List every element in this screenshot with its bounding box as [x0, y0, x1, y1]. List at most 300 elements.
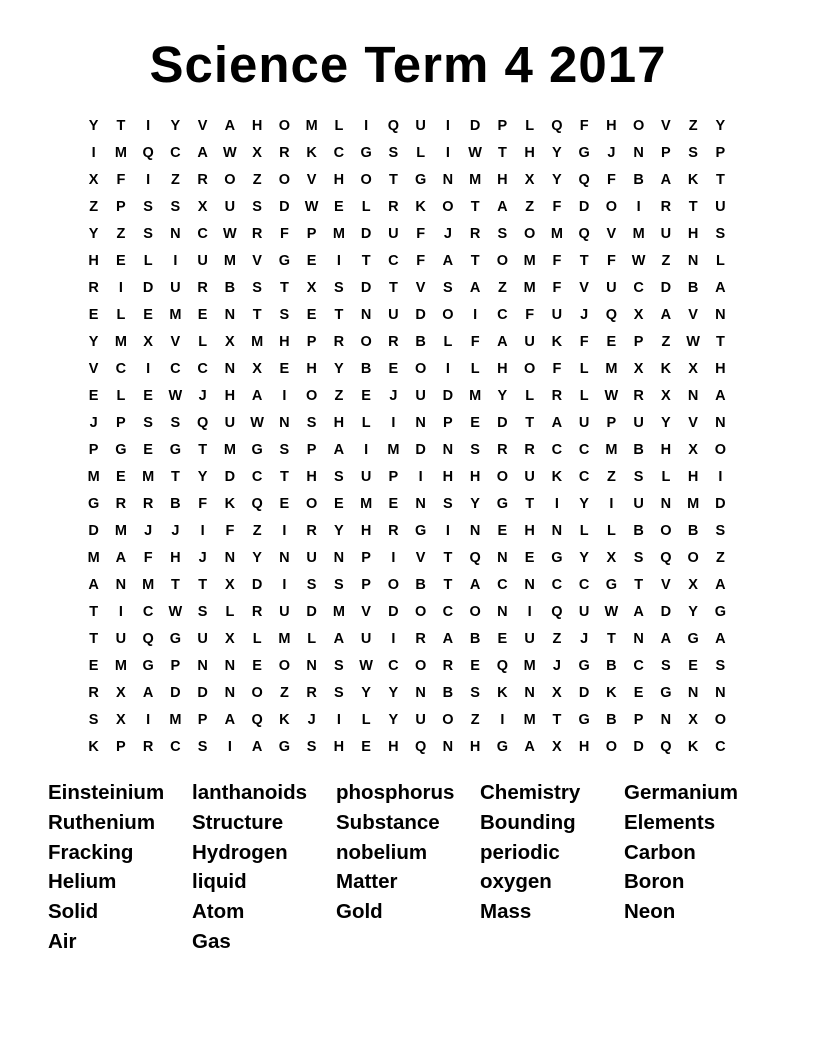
grid-letter: L	[416, 144, 426, 161]
grid-letter: G	[578, 657, 590, 674]
grid-letter: G	[605, 576, 618, 593]
grid-letter: G	[251, 441, 263, 458]
grid-letter: S	[170, 414, 181, 431]
grid-letter: U	[660, 225, 672, 242]
grid-letter: E	[88, 306, 99, 323]
grid-letter: M	[169, 306, 182, 323]
word-list-item: Fracking	[48, 840, 134, 864]
grid-letter: H	[333, 171, 345, 188]
grid-letter: S	[470, 441, 480, 458]
grid-letter: M	[332, 603, 345, 620]
grid-letter: E	[688, 657, 698, 674]
grid-letter: S	[334, 468, 344, 485]
grid-letter: H	[469, 468, 481, 485]
grid-letter: C	[142, 603, 154, 620]
grid-letter: L	[307, 630, 317, 647]
grid-letter: L	[116, 306, 126, 323]
grid-letter: R	[524, 441, 535, 458]
grid-letter: A	[88, 576, 99, 593]
grid-letter: T	[634, 576, 644, 593]
grid-letter: T	[552, 711, 562, 728]
grid-letter: V	[197, 117, 208, 134]
grid-letter: P	[633, 333, 644, 350]
grid-letter: I	[91, 144, 96, 161]
grid-letter: N	[415, 495, 426, 512]
grid-letter: K	[687, 171, 699, 188]
grid-letter: X	[116, 711, 126, 728]
grid-letter: C	[197, 360, 208, 377]
grid-letter: J	[198, 549, 207, 566]
grid-letter: X	[661, 387, 671, 404]
grid-letter: B	[687, 279, 699, 296]
grid-letter: B	[170, 495, 181, 512]
grid-letter: N	[469, 522, 481, 539]
grid-letter: A	[715, 630, 726, 647]
grid-letter: M	[87, 468, 100, 485]
grid-letter: H	[333, 738, 345, 755]
grid-letter: T	[470, 252, 480, 269]
grid-letter: S	[715, 225, 726, 242]
grid-letter: T	[470, 198, 480, 215]
grid-letter: N	[170, 225, 181, 242]
grid-letter: U	[388, 306, 399, 323]
grid-letter: Y	[579, 549, 589, 566]
grid-letter: N	[442, 171, 454, 188]
grid-letter: F	[552, 252, 562, 269]
grid-letter: H	[251, 117, 263, 134]
grid-letter: W	[304, 198, 319, 215]
grid-letter: V	[606, 225, 617, 242]
grid-letter: L	[116, 387, 126, 404]
grid-letter: H	[687, 225, 699, 242]
grid-letter: B	[606, 711, 617, 728]
grid-letter: T	[116, 117, 126, 134]
grid-letter: Z	[334, 387, 344, 404]
grid-letter: S	[497, 225, 508, 242]
grid-letter: B	[469, 630, 481, 647]
grid-letter: X	[252, 360, 262, 377]
grid-letter: R	[660, 198, 672, 215]
grid-letter: O	[442, 198, 454, 215]
grid-letter: N	[415, 414, 426, 431]
grid-letter: P	[116, 198, 126, 215]
grid-letter: G	[714, 603, 727, 620]
grid-letter: Z	[661, 333, 671, 350]
grid-letter: C	[442, 603, 454, 620]
grid-letter: L	[661, 468, 671, 485]
grid-letter: E	[197, 306, 208, 323]
grid-letter: N	[306, 657, 317, 674]
grid-letter: U	[170, 279, 181, 296]
grid-letter: A	[633, 603, 644, 620]
grid-letter: I	[418, 468, 423, 485]
grid-letter: U	[606, 279, 617, 296]
grid-letter: C	[170, 144, 181, 161]
grid-letter: G	[169, 441, 182, 458]
grid-letter: W	[223, 225, 237, 242]
grid-letter: L	[361, 198, 371, 215]
grid-letter: E	[361, 387, 371, 404]
grid-letter: Z	[688, 117, 698, 134]
grid-letter: X	[143, 333, 153, 350]
grid-letter: C	[578, 468, 590, 485]
grid-letter: U	[633, 414, 644, 431]
grid-letter: D	[578, 198, 590, 215]
grid-letter: I	[554, 495, 559, 512]
grid-letter: N	[224, 684, 236, 701]
grid-letter: Q	[251, 711, 263, 728]
grid-letter: R	[306, 522, 317, 539]
grid-letter: R	[251, 225, 263, 242]
grid-letter: N	[660, 495, 672, 512]
grid-letter: D	[497, 414, 508, 431]
grid-letter: M	[114, 657, 127, 674]
grid-letter: O	[496, 468, 509, 485]
grid-letter: U	[224, 414, 236, 431]
grid-letter: T	[334, 306, 344, 323]
grid-letter: Z	[116, 225, 126, 242]
grid-letter: P	[361, 576, 371, 593]
grid-letter: S	[252, 198, 262, 215]
grid-letter: X	[197, 198, 208, 215]
grid-letter: K	[279, 711, 290, 728]
word-list-item: periodic	[480, 840, 560, 864]
grid-letter: H	[224, 387, 236, 404]
grid-letter: U	[551, 306, 563, 323]
grid-letter: P	[497, 117, 508, 134]
grid-letter: P	[361, 549, 371, 566]
grid-letter: A	[497, 333, 508, 350]
grid-letter: I	[527, 603, 532, 620]
grid-letter: F	[116, 171, 126, 188]
grid-letter: Y	[388, 684, 399, 701]
grid-letter: I	[718, 468, 723, 485]
grid-letter: Z	[170, 171, 180, 188]
grid-letter: M	[523, 252, 536, 269]
grid-letter: N	[524, 576, 535, 593]
grid-letter: Y	[388, 711, 399, 728]
grid-letter: P	[170, 657, 181, 674]
grid-letter: F	[279, 225, 289, 242]
grid-letter: Y	[470, 495, 480, 512]
grid-letter: Y	[334, 360, 344, 377]
grid-letter: T	[279, 279, 289, 296]
grid-letter: E	[88, 387, 99, 404]
grid-letter: D	[251, 576, 263, 593]
grid-letter: E	[361, 738, 371, 755]
grid-letter: G	[687, 630, 699, 647]
grid-letter: H	[524, 522, 535, 539]
grid-letter: F	[552, 360, 562, 377]
grid-letter: H	[306, 360, 317, 377]
grid-letter: B	[224, 279, 236, 296]
grid-letter: E	[388, 360, 399, 377]
grid-letter: H	[388, 738, 399, 755]
grid-letter: C	[170, 360, 181, 377]
grid-letter: N	[279, 549, 290, 566]
grid-letter: I	[173, 252, 178, 269]
grid-letter: F	[579, 333, 589, 350]
grid-letter: U	[715, 198, 726, 215]
grid-letter: Q	[469, 549, 481, 566]
grid-letter: S	[197, 738, 208, 755]
grid-letter: R	[497, 441, 508, 458]
grid-letter: F	[198, 495, 208, 512]
grid-letter: N	[687, 387, 699, 404]
grid-letter: S	[143, 414, 153, 431]
grid-letter: M	[114, 144, 127, 161]
grid-letter: I	[445, 117, 450, 134]
grid-letter: N	[442, 441, 454, 458]
word-list-item: Structure	[192, 810, 284, 834]
grid-letter: T	[443, 549, 453, 566]
grid-letter: Y	[688, 603, 698, 620]
grid-letter: T	[525, 495, 535, 512]
grid-letter: A	[551, 414, 563, 431]
grid-letter: V	[415, 549, 426, 566]
grid-letter: C	[388, 252, 399, 269]
grid-letter: C	[251, 468, 263, 485]
grid-letter: R	[279, 144, 290, 161]
grid-letter: Q	[196, 414, 209, 431]
grid-letter: Q	[660, 738, 672, 755]
grid-letter: L	[715, 252, 725, 269]
grid-letter: H	[524, 144, 535, 161]
grid-letter: A	[442, 630, 454, 647]
grid-letter: A	[115, 549, 127, 566]
word-list-item: Hydrogen	[192, 840, 288, 864]
grid-letter: V	[88, 360, 99, 377]
grid-letter: S	[633, 549, 644, 566]
grid-letter: N	[715, 684, 726, 701]
grid-letter: O	[360, 333, 372, 350]
grid-letter: G	[142, 657, 154, 674]
grid-letter: D	[660, 279, 672, 296]
grid-letter: R	[388, 333, 399, 350]
grid-letter: B	[606, 657, 617, 674]
grid-letter: U	[524, 333, 535, 350]
grid-letter: Z	[252, 171, 262, 188]
grid-letter: S	[143, 198, 153, 215]
grid-letter: K	[660, 360, 672, 377]
grid-letter: L	[198, 333, 208, 350]
grid-letter: M	[223, 441, 236, 458]
grid-letter: T	[497, 144, 507, 161]
grid-letter: S	[688, 144, 698, 161]
grid-letter: W	[686, 333, 700, 350]
grid-letter: Y	[715, 117, 726, 134]
grid-letter: B	[633, 441, 644, 458]
grid-letter: T	[170, 468, 180, 485]
grid-letter: K	[687, 738, 699, 755]
grid-letter: Z	[470, 711, 480, 728]
grid-letter: H	[170, 549, 181, 566]
grid-letter: U	[360, 630, 372, 647]
grid-letter: C	[197, 225, 208, 242]
grid-letter: V	[661, 576, 671, 593]
grid-letter: Y	[497, 387, 508, 404]
grid-letter: I	[146, 117, 151, 134]
grid-letter: Q	[605, 306, 618, 323]
grid-letter: B	[360, 360, 372, 377]
grid-letter: G	[278, 738, 291, 755]
grid-letter: F	[225, 522, 235, 539]
grid-letter: R	[115, 495, 127, 512]
grid-letter: H	[360, 522, 372, 539]
grid-letter: C	[551, 576, 563, 593]
grid-letter: O	[305, 495, 318, 512]
grid-letter: J	[144, 522, 153, 539]
grid-letter: D	[578, 684, 590, 701]
grid-letter: W	[468, 144, 482, 161]
grid-letter: P	[661, 144, 671, 161]
grid-letter: J	[307, 711, 316, 728]
grid-letter: F	[606, 171, 616, 188]
grid-letter: P	[715, 144, 726, 161]
grid-letter: C	[388, 657, 399, 674]
grid-letter: N	[442, 738, 454, 755]
grid-letter: Z	[252, 522, 262, 539]
grid-letter: R	[388, 522, 399, 539]
grid-letter: Z	[715, 549, 725, 566]
grid-letter: A	[715, 279, 726, 296]
grid-letter: N	[551, 522, 563, 539]
grid-letter: R	[551, 387, 563, 404]
grid-letter: S	[443, 495, 453, 512]
grid-letter: B	[633, 171, 644, 188]
grid-letter: J	[171, 522, 180, 539]
grid-letter: R	[415, 630, 426, 647]
grid-letter: V	[415, 279, 426, 296]
word-list-item: Matter	[336, 870, 398, 894]
grid-letter: W	[168, 387, 183, 404]
grid-letter: H	[606, 117, 617, 134]
grid-letter: I	[336, 711, 341, 728]
grid-letter: M	[332, 225, 345, 242]
grid-letter: R	[306, 684, 317, 701]
grid-letter: Y	[88, 225, 99, 242]
grid-letter: E	[279, 495, 290, 512]
grid-letter: R	[442, 657, 454, 674]
word-list-item: Substance	[336, 810, 440, 834]
grid-letter: S	[661, 657, 671, 674]
grid-letter: N	[224, 360, 236, 377]
grid-letter: X	[524, 171, 535, 188]
grid-letter: S	[88, 711, 99, 728]
grid-letter: X	[252, 144, 262, 161]
grid-letter: I	[282, 522, 287, 539]
grid-letter: L	[606, 522, 616, 539]
grid-letter: A	[660, 171, 672, 188]
word-list-item: oxygen	[480, 870, 552, 894]
grid-letter: P	[306, 333, 317, 350]
grid-letter: X	[306, 279, 317, 296]
grid-letter: M	[169, 711, 182, 728]
grid-letter: I	[200, 522, 205, 539]
grid-letter: A	[660, 306, 672, 323]
grid-letter: D	[170, 684, 181, 701]
grid-letter: Q	[578, 225, 590, 242]
grid-letter: Y	[361, 684, 371, 701]
grid-letter: N	[497, 603, 508, 620]
grid-letter: A	[497, 198, 508, 215]
grid-letter: Q	[414, 738, 427, 755]
grid-letter: T	[688, 198, 698, 215]
grid-letter: N	[687, 252, 699, 269]
grid-letter: O	[224, 171, 236, 188]
grid-letter: G	[360, 144, 372, 161]
grid-letter: X	[225, 630, 235, 647]
grid-letter: G	[115, 441, 127, 458]
grid-letter: M	[142, 468, 155, 485]
grid-letter: J	[198, 387, 207, 404]
grid-letter: R	[88, 279, 99, 296]
grid-letter: U	[578, 414, 590, 431]
grid-letter: S	[388, 144, 399, 161]
grid-letter: N	[497, 549, 508, 566]
grid-letter: E	[524, 549, 535, 566]
grid-letter: U	[415, 117, 426, 134]
grid-letter: N	[224, 657, 236, 674]
grid-letter: H	[88, 252, 99, 269]
grid-letter: C	[715, 738, 726, 755]
grid-letter: N	[633, 144, 644, 161]
grid-letter: L	[525, 387, 535, 404]
grid-letter: N	[524, 684, 535, 701]
grid-letter: E	[388, 495, 399, 512]
grid-letter: Z	[279, 684, 289, 701]
grid-letter: P	[606, 414, 617, 431]
grid-letter: V	[579, 279, 589, 296]
grid-letter: A	[715, 387, 726, 404]
word-list-item: Gas	[192, 929, 231, 953]
grid-letter: M	[550, 225, 563, 242]
grid-letter: O	[251, 684, 263, 701]
grid-letter: M	[360, 495, 373, 512]
grid-letter: A	[251, 738, 263, 755]
grid-letter: E	[633, 684, 644, 701]
grid-letter: T	[579, 252, 589, 269]
grid-letter: I	[609, 495, 614, 512]
grid-letter: C	[633, 279, 644, 296]
grid-letter: O	[442, 711, 454, 728]
grid-letter: D	[715, 495, 726, 512]
grid-letter: E	[279, 360, 290, 377]
grid-letter: H	[279, 333, 290, 350]
word-list-item: Boron	[624, 870, 685, 894]
grid-letter: X	[552, 684, 562, 701]
grid-letter: Z	[89, 198, 99, 215]
grid-letter: O	[278, 657, 291, 674]
grid-letter: S	[197, 603, 208, 620]
grid-letter: T	[198, 576, 208, 593]
grid-letter: J	[89, 414, 98, 431]
grid-letter: A	[333, 441, 345, 458]
grid-letter: I	[118, 603, 123, 620]
grid-letter: N	[224, 306, 236, 323]
grid-letter: P	[388, 468, 399, 485]
grid-letter: J	[389, 387, 398, 404]
grid-letter: G	[578, 144, 590, 161]
grid-letter: V	[688, 414, 698, 431]
grid-letter: O	[605, 198, 618, 215]
word-list-item: Chemistry	[480, 781, 581, 804]
grid-letter: I	[445, 144, 450, 161]
grid-letter: D	[415, 306, 426, 323]
grid-letter: W	[223, 144, 237, 161]
grid-letter: O	[660, 522, 672, 539]
grid-letter: G	[414, 522, 427, 539]
